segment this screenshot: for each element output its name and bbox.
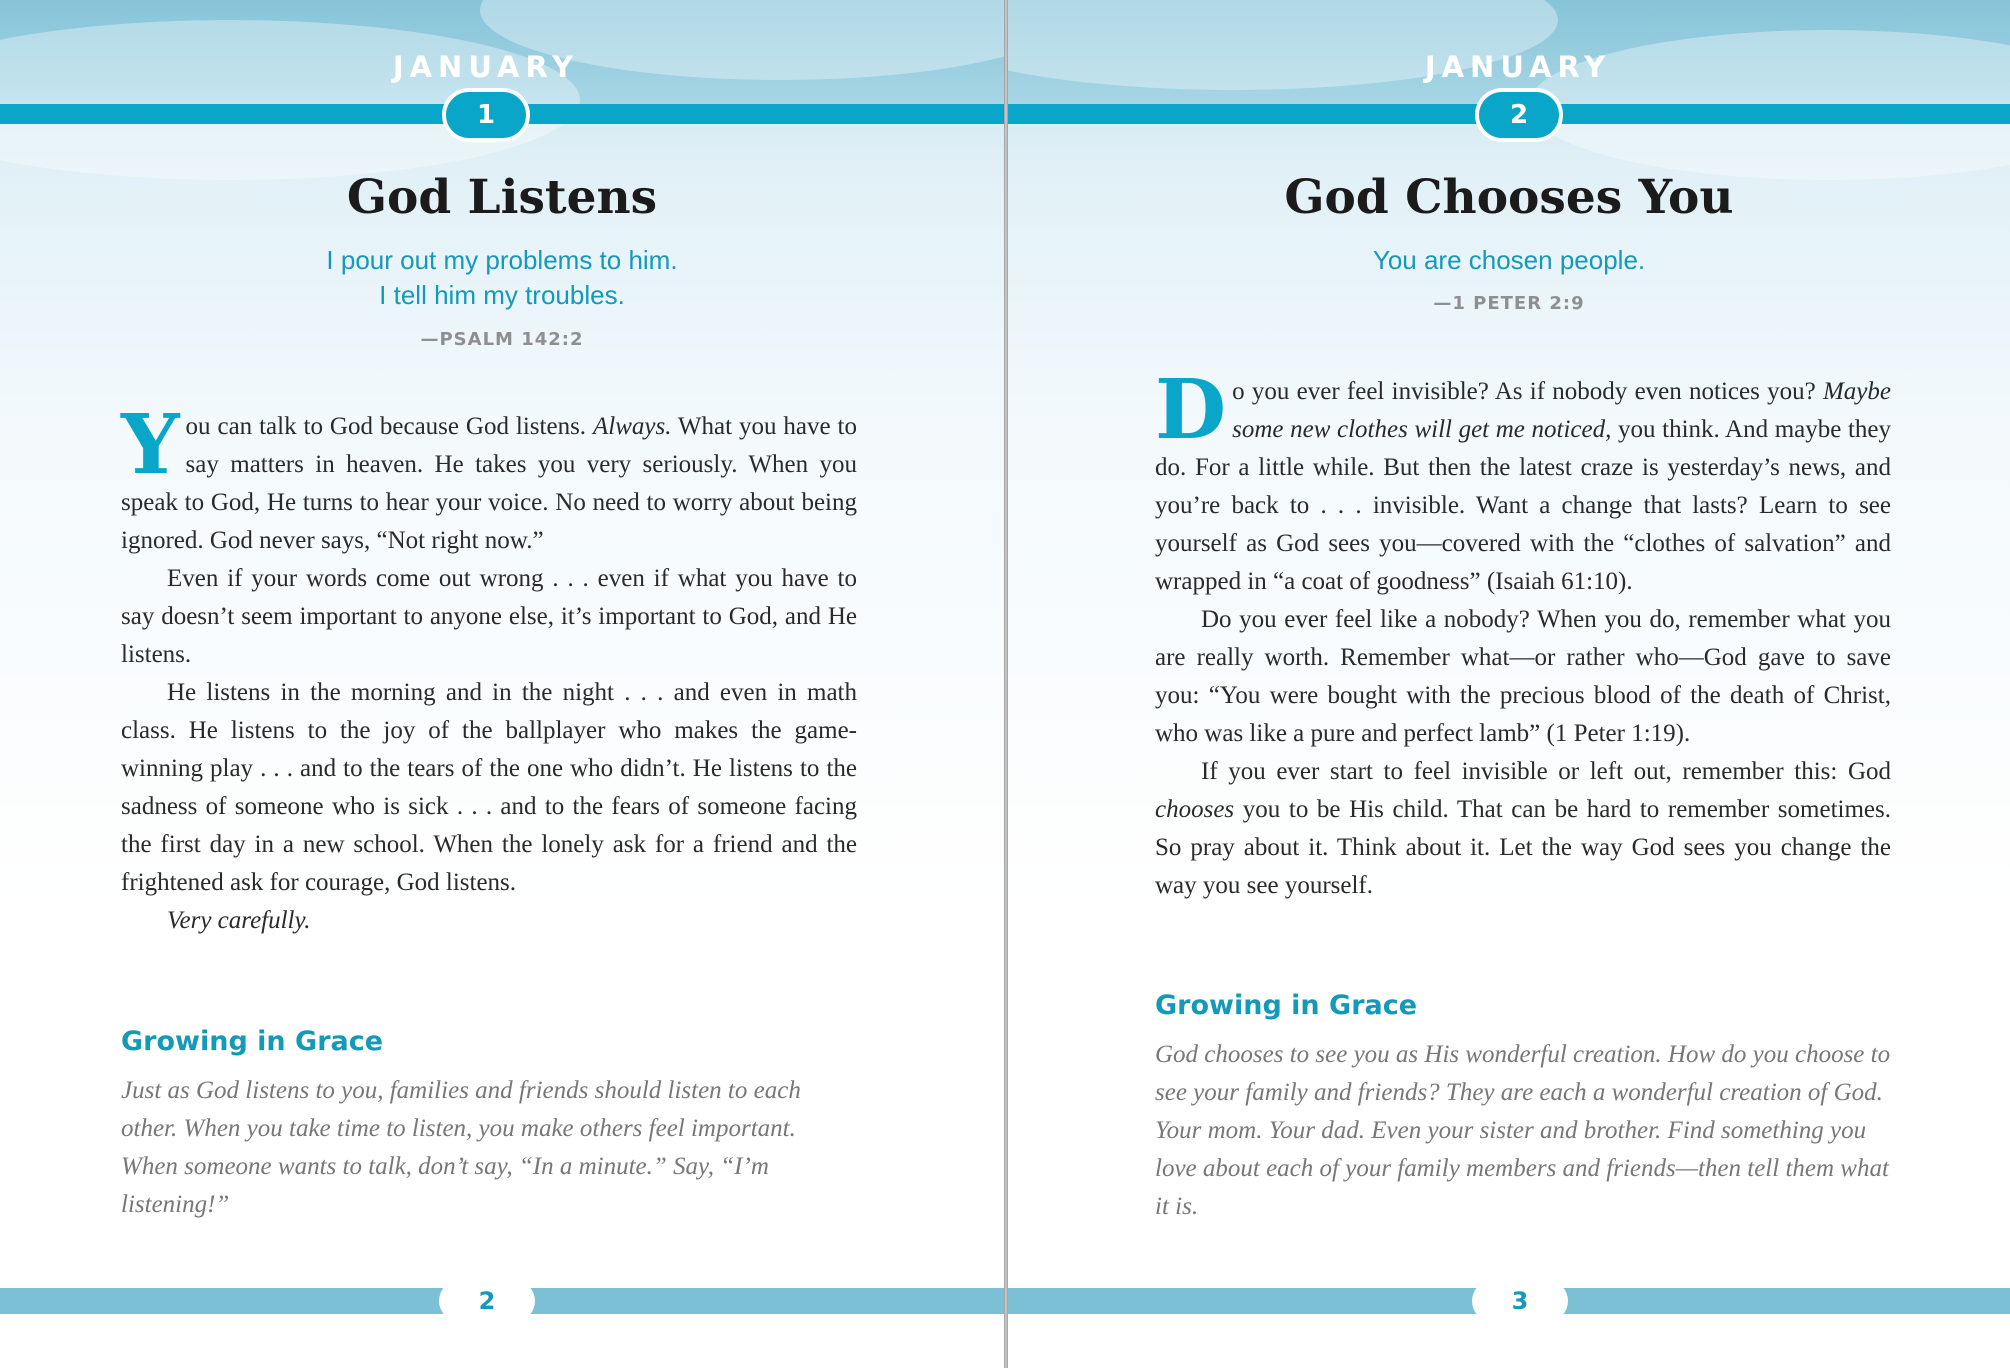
paragraph-text: you think. And maybe they do. For a little while. But then the latest craze is yesterday’s news, and you’re back to . . . invisible. Want a change that lasts? Learn to see yourself as God sees you—covered with the “clothes of salvation” and wrapped in “a coat of goodness” (Isaiah 61:10). <box>1155 416 1891 595</box>
paragraph: Even if your words come out wrong . . . even if what you have to say doesn’t seem important to anyone else, it’s important to God, and He listens. <box>121 565 857 668</box>
right-page <box>1008 0 2010 1368</box>
emphasis: chooses <box>1155 796 1235 823</box>
emphasis: Always. <box>592 413 672 440</box>
growing-in-grace-text: Just as God listens to you, families and friends should listen to each other. When you take time to listen, you make others feel important. When someone wants to talk, don’t say, “In a minute.” Say, “I’m listening!” <box>121 1077 801 1218</box>
drop-cap: Y <box>121 397 180 493</box>
devotion-title: God Listens <box>346 170 658 225</box>
paragraph <box>121 902 857 940</box>
verse-line-1: You are chosen people. <box>1372 245 1646 275</box>
paragraph <box>1155 362 1891 601</box>
growing-in-grace-heading: Growing in Grace <box>1155 990 1418 1021</box>
paragraph: Do you ever feel like a nobody? When you do, remember what you are really worth. Remember what—or rather who—God gave to save you: “You were bought with the precious blood of the death of Christ, who was like a pure and perfect lamb” (1 Peter 1:19). <box>1155 606 1891 747</box>
devotion-body <box>121 397 857 940</box>
paragraph-text: o you ever feel invisible? As if nobody even notices you? <box>1232 378 1823 405</box>
day-badge: 1 <box>442 88 530 142</box>
page-number: 3 <box>1472 1280 1568 1322</box>
month-label: JANUARY <box>392 50 580 84</box>
drop-cap: D <box>1155 362 1227 458</box>
verse-reference: —1 PETER 2:9 <box>1433 293 1585 314</box>
devotion-title: God Chooses You <box>1284 170 1734 225</box>
page-number: 2 <box>439 1280 535 1322</box>
verse-line-1: I pour out my problems to him. <box>326 245 678 275</box>
paragraph: He listens in the morning and in the night . . . and even in math class. He listens to the joy of the ballplayer who makes the game-winning play . . . and to the tears of the one who didn’t. He listens to the sadness of someone who is sick . . . and to the fears of someone facing the first day in a new school. When the lonely ask for a friend and the frightened ask for courage, God listens. <box>121 679 857 896</box>
emphasis: Maybe some new clothes will get me noticed, <box>1232 378 1891 443</box>
verse-reference: —PSALM 142:2 <box>420 329 584 350</box>
paragraph <box>121 397 857 560</box>
paragraph-text: What you have to say matters in heaven. He takes you very seriously. When you speak to God, He turns to hear your voice. No need to worry about being ignored. God never says, “Not right now.” <box>121 413 857 554</box>
paragraph-text: you to be His child. That can be hard to remember sometimes. So pray about it. Think about it. Let the way God sees you change the way you see yourself. <box>1155 796 1891 899</box>
paragraph-text: If you ever start to feel invisible or left out, remember this: God <box>1201 758 1891 785</box>
growing-in-grace-text: God chooses to see you as His wonderful creation. How do you choose to see your family and friends? They are each a wonderful creation of God. Your mom. Your dad. Even your sister and brother. Find something you love about each of your family members and friends—then tell them what it is. <box>1155 1041 1891 1220</box>
day-badge: 2 <box>1475 88 1563 142</box>
emphasis: Very carefully. <box>167 907 311 934</box>
verse-line-2: I tell him my troubles. <box>379 280 625 310</box>
month-label: JANUARY <box>1424 50 1612 84</box>
devotion-body <box>1155 362 1891 905</box>
paragraph-text: ou can talk to God because God listens. <box>185 413 593 440</box>
growing-in-grace-heading: Growing in Grace <box>121 1026 384 1057</box>
paragraph <box>1155 753 1891 905</box>
left-page <box>0 0 1004 1368</box>
